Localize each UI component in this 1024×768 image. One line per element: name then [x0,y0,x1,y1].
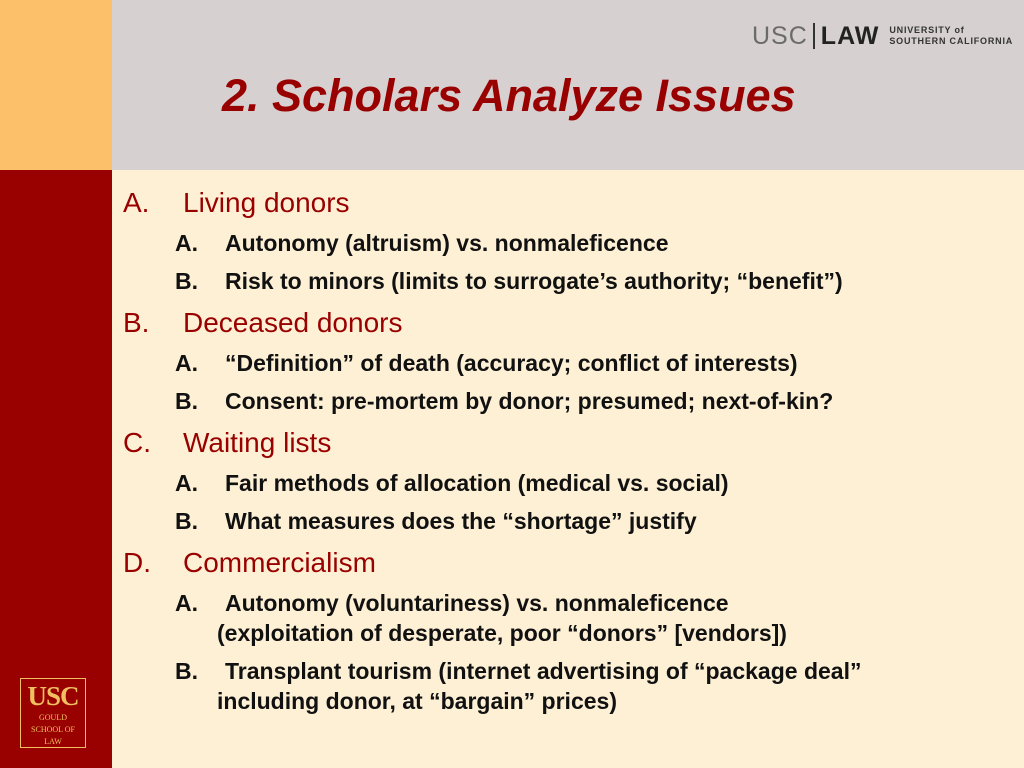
outline-heading: Deceased donors [183,307,403,338]
outline-letter: C. [123,427,151,458]
logo-divider [813,23,815,49]
seal-line2: SCHOOL OF [31,725,75,734]
sub-item-text: Autonomy (voluntariness) vs. nonmaleficence [225,590,729,616]
sub-item-text: Autonomy (altruism) vs. nonmaleficence [225,230,669,256]
sub-item-definition-of-death [175,348,798,378]
sub-item-shortage [175,506,697,536]
outline-heading: Commercialism [183,547,376,578]
sub-item-letter: B. [175,268,198,294]
sub-item-continuation: including donor, at “bargain” prices) [217,688,617,714]
sub-item-letter: B. [175,388,198,414]
usc-law-logo [752,21,1013,51]
outline-item-deceased-donors [123,306,402,346]
usc-gould-seal [20,678,86,748]
sub-item-letter: A. [175,350,198,376]
sub-item-text: Transplant tourism (internet advertising of “package deal” [225,658,862,684]
sub-item-letter: A. [175,590,198,616]
sub-item-autonomy-altruism [175,228,668,258]
sub-item-letter: B. [175,658,198,684]
outline-heading: Living donors [183,187,350,218]
sub-item-text: Fair methods of allocation (medical vs. social) [225,470,729,496]
logo-university-line2: SOUTHERN CALIFORNIA [889,36,1014,46]
seal-line1: GOULD [39,713,67,722]
sub-item-fair-methods [175,468,729,498]
sub-item-letter: B. [175,508,198,534]
seal-line3: LAW [44,737,62,746]
outline-item-commercialism [123,546,376,586]
slide-title: 2. Scholars Analyze Issues [222,70,796,121]
outline-letter: B. [123,307,150,338]
sub-item-autonomy-voluntariness [175,588,787,648]
outline-item-living-donors [123,186,350,226]
sub-item-letter: A. [175,470,198,496]
sub-item-transplant-tourism [175,656,861,716]
sub-item-text: “Definition” of death (accuracy; conflict of interests) [225,350,798,376]
outline-letter: D. [123,547,151,578]
sub-item-risk-to-minors [175,266,843,296]
sub-item-continuation: (exploitation of desperate, poor “donors” [vendors]) [217,620,787,646]
sub-item-text: What measures does the “shortage” justify [225,508,697,534]
logo-usc-text: USC [752,22,808,50]
outline-item-waiting-lists [123,426,331,466]
sub-item-letter: A. [175,230,198,256]
seal-usc-text: USC [27,681,79,711]
corner-block [0,0,112,170]
sub-item-text: Consent: pre-mortem by donor; presumed; next-of-kin? [225,388,834,414]
outline-heading: Waiting lists [183,427,332,458]
sub-item-consent [175,386,833,416]
outline-letter: A. [123,187,150,218]
logo-university-line1: UNIVERSITY of [889,25,965,35]
logo-university-name [889,25,1013,47]
sub-item-text: Risk to minors (limits to surrogate’s authority; “benefit”) [225,268,843,294]
logo-law-text: LAW [820,22,880,50]
